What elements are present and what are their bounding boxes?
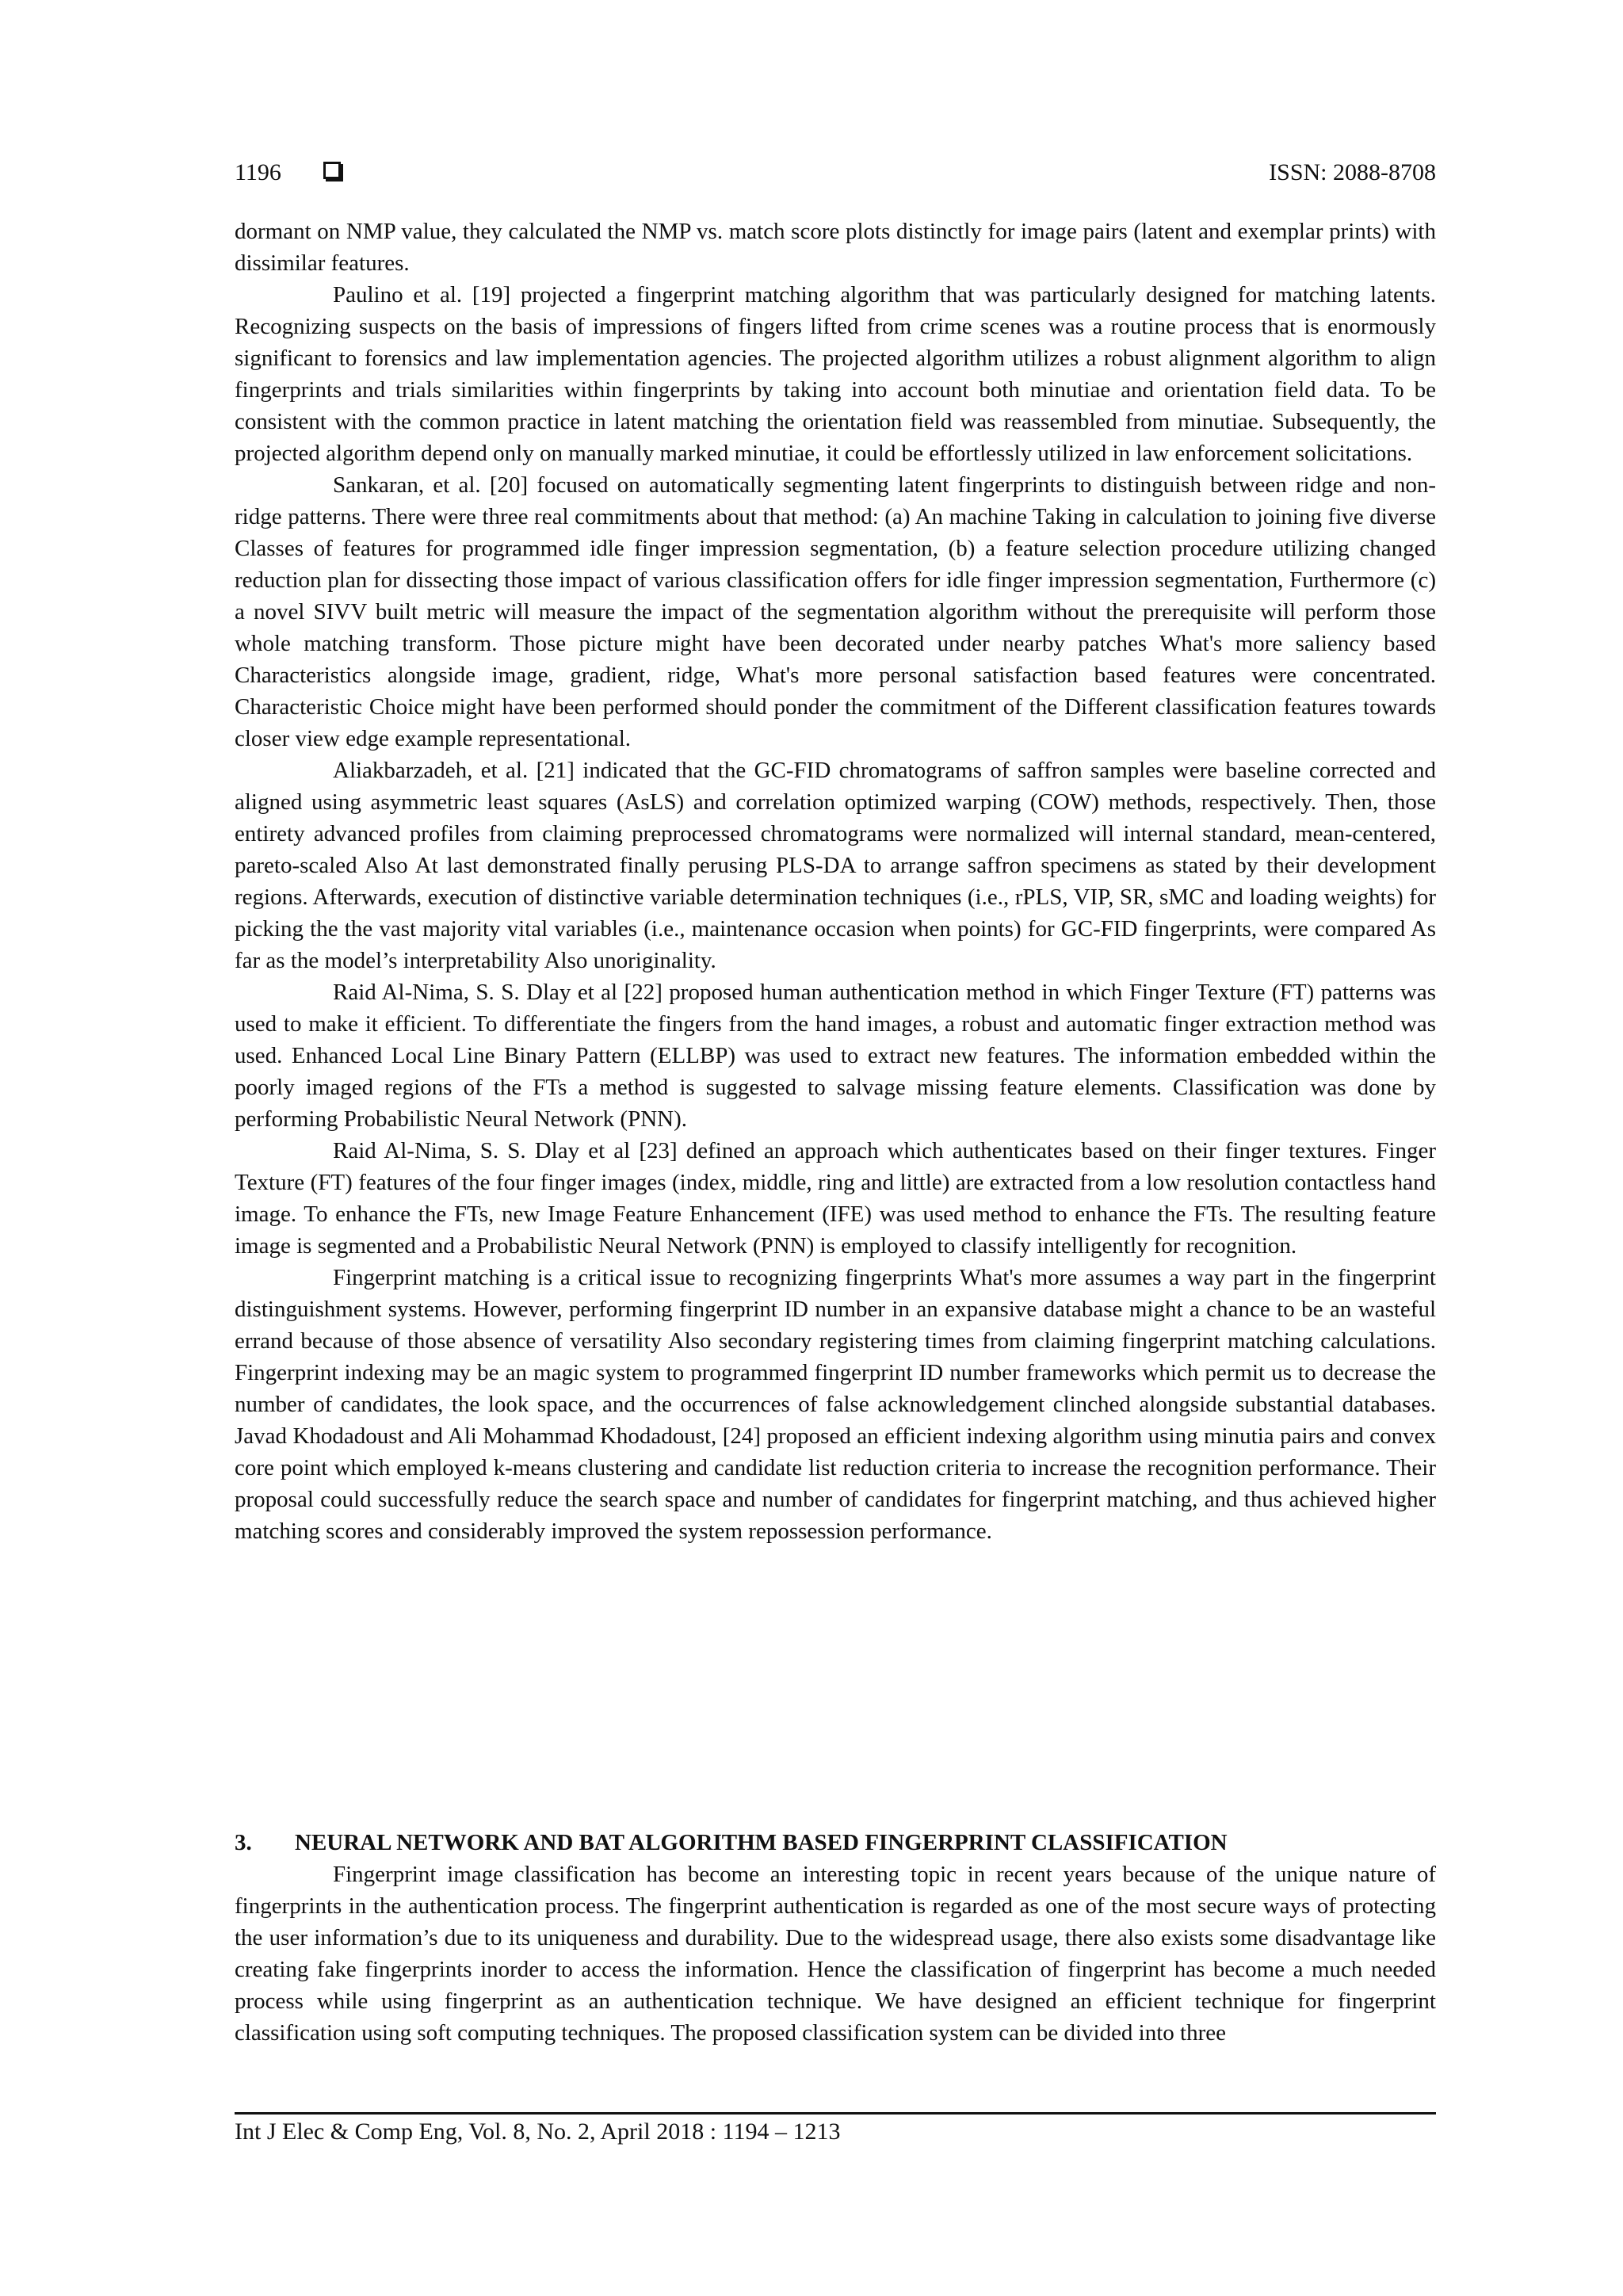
issn: ISSN: 2088-8708 [1269,159,1436,185]
paragraph-aliakbarzadeh: Aliakbarzadeh, et al. [21] indicated that the GC-FID chromatograms of saffron samples were baseline corrected and aligned using asymmetric least squares (AsLS) and correlation optimized warping (COW) methods, respectively. Then, those entirety advanced profiles from claiming preprocessed chromatograms were normalized will internal standard, mean-centered, pareto-scaled Also At last demonstrated finally perusing PLS-DA to arrange saffron specimens as stated by their development regions. Afterwards, execution of distinctive variable determination techniques (i.e., rPLS, VIP, SR, sMC and loading weights) for picking the the vast majority vital variables (i.e., maintenance occasion when points) for GC-FID fingerprints, were compared As far as the model’s interpretability Also unoriginality. [235,758,1436,973]
footer-rule [235,2112,1436,2115]
section-paragraph: Fingerprint image classification has become an interesting topic in recent years because of the unique nature of fingerprints in the authentication process. The fingerprint authentication is regarded as one of the most secure ways of protecting the user information’s due to its uniqueness and durability. Due to the widespread usage, there also exists some disadvantage like creating fake fingerprints inorder to access the information. Hence the classification of fingerprint has become a much needed process while using fingerprint as an authentication technique. We have designed an efficient technique for fingerprint classification using soft computing techniques. The proposed classification system can be divided into three [235,1862,1436,2046]
page-number: 1196 [235,159,281,185]
paragraph-continued: dormant on NMP value, they calculated the NMP vs. match score plots distinctly for image pairs (latent and exemplar prints) with dissimilar features. [235,219,1436,276]
paragraph-paulino: Paulino et al. [19] projected a fingerprint matching algorithm that was particularly designed for matching latents. Recognizing suspects on the basis of impressions of fingers lifted from crime scenes was a routine process that is enormously significant to forensics and law implementation agencies. The projected algorithm utilizes a robust alignment algorithm to align fingerprints and trials similarities within fingerprints by taking into account both minutiae and orientation field data. To be consistent with the common practice in latent matching the orientation field was reassembled from minutiae. Subsequently, the projected algorithm depend only on manually marked minutiae, it could be effortlessly utilized in law enforcement solicitations. [235,282,1436,466]
paragraph-al-nima-23: Raid Al-Nima, S. S. Dlay et al [23] defined an approach which authenticates based on their finger textures. Finger Texture (FT) features of the four finger images (index, middle, ring and little) are extracted from a low resolution contactless hand image. To enhance the FTs, new Image Feature Enhancement (IFE) was used method to enhance the FTs. The resulting feature image is segmented and a Probabilistic Neural Network (PNN) is employed to classify intelligently for recognition. [235,1138,1436,1259]
body-text [235,216,1436,1547]
square-bullet-icon [323,162,341,179]
section-number: 3. [235,1830,252,1855]
paragraph-al-nima-22: Raid Al-Nima, S. S. Dlay et al [22] proposed human authentication method in which Finger Texture (FT) patterns was used to make it efficient. To differentiate the fingers from the hand images, a robust and automatic finger extraction method was used. Enhanced Local Line Binary Pattern (ELLBP) was used to extract new features. The information embedded within the poorly imaged regions of the FTs a method is suggested to salvage missing feature elements. Classification was done by performing Probabilistic Neural Network (PNN). [235,980,1436,1132]
page-header [235,157,1436,189]
section-heading [235,1827,1436,1859]
paragraph-fingerprint-matching: Fingerprint matching is a critical issue to recognizing fingerprints What's more assumes a way part in the fingerprint distinguishment systems. However, performing fingerprint ID number in an expansive database might a chance to be an wasteful errand because of those absence of versatility Also secondary registering times from claiming fingerprint matching calculations. Fingerprint indexing may be an magic system to programmed fingerprint ID number frameworks which permit us to decrease the number of candidates, the look space, and the occurrences of false acknowledgement clinched alongside substantial databases. Javad Khodadoust and Ali Mohammad Khodadoust, [24] proposed an efficient indexing algorithm using minutia pairs and convex core point which employed k-means clustering and candidate list reduction criteria to increase the recognition performance. Their proposal could successfully reduce the search space and number of candidates for fingerprint matching, and thus achieved higher matching scores and considerably improved the system repossession performance. [235,1265,1436,1544]
paragraph-sankaran: Sankaran, et al. [20] focused on automatically segmenting latent fingerprints to distinguish between ridge and non-ridge patterns. There were three real commitments about that method: (a) An machine Taking in calculation to joining five diverse Classes of features for programmed idle finger impression segmentation, (b) a feature selection procedure utilizing changed reduction plan for dissecting those impact of various classification offers for idle finger impression segmentation, Furthermore (c) a novel SIVV built metric will measure the impact of the segmentation algorithm without the prerequisite will perform those whole matching transform. Those picture might have been decorated under nearby patches What's more saliency based Characteristics alongside image, gradient, ridge, What's more personal satisfaction based features were concentrated. Characteristic Choice might have been performed should ponder the commitment of the Different classification features towards closer view edge example representational. [235,472,1436,751]
section-3 [235,1827,1436,2049]
footer-citation: Int J Elec & Comp Eng, Vol. 8, No. 2, April 2018 : 1194 – 1213 [235,2118,841,2145]
section-title: NEURAL NETWORK AND BAT ALGORITHM BASED FINGERPRINT CLASSIFICATION [295,1830,1228,1855]
